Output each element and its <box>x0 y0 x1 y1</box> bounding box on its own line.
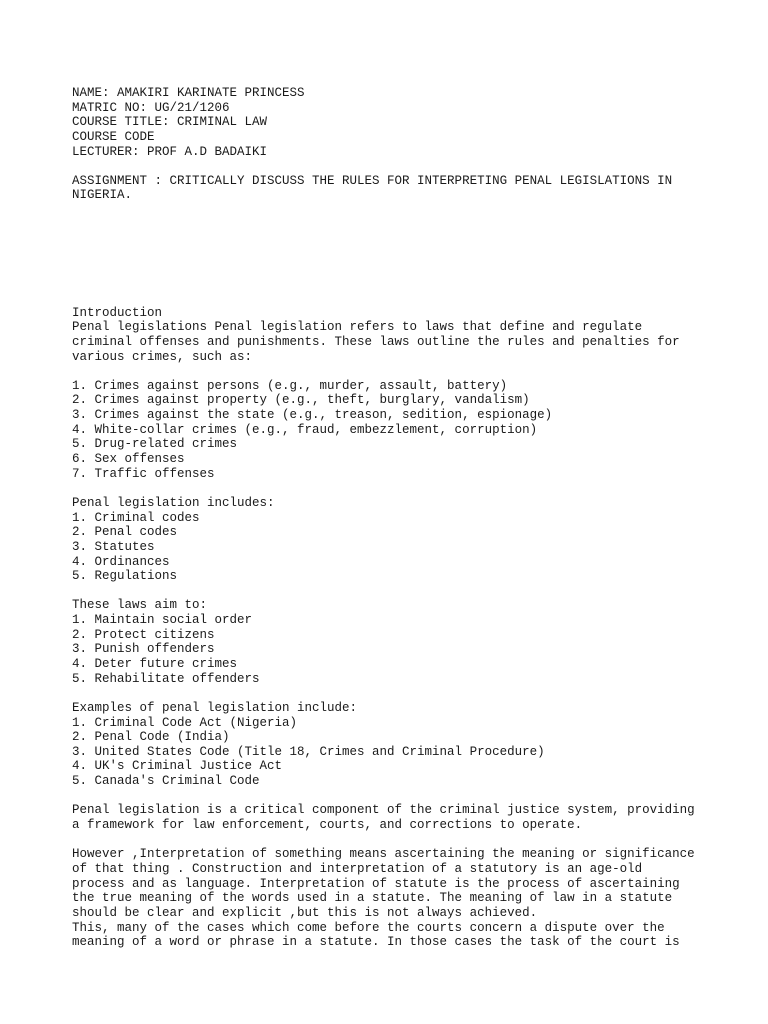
text-line: NIGERIA. <box>72 188 133 203</box>
text-line <box>72 218 712 233</box>
text-line: various crimes, such as: <box>72 349 253 364</box>
text-line: 2. Penal Code (India) <box>72 730 230 745</box>
text-line <box>72 291 712 306</box>
text-line: Penal legislation includes: <box>72 495 275 510</box>
text-line: LECTURER: PROF A.D BADAIKI <box>72 144 268 159</box>
text-line: These laws aim to: <box>72 598 208 613</box>
text-line: Examples of penal legislation include: <box>72 700 358 715</box>
text-line: ASSIGNMENT : CRITICALLY DISCUSS THE RULES FOR INTERPRETING PENAL LEGISLATIONS IN <box>72 173 673 188</box>
text-line: 1. Criminal codes <box>72 510 200 525</box>
text-line: Introduction <box>72 305 163 320</box>
text-line: of that thing . Construction and interpretation of a statutory is an age-old <box>72 861 643 876</box>
text-line <box>72 276 712 291</box>
text-line <box>72 203 712 218</box>
text-line: the true meaning of the words used in a statute. The meaning of law in a statute <box>72 891 673 906</box>
text-line: a framework for law enforcement, courts, and corrections to operate. <box>72 818 583 833</box>
text-line: COURSE TITLE: CRIMINAL LAW <box>72 115 268 130</box>
text-line: 4. Deter future crimes <box>72 656 238 671</box>
text-line: 5. Regulations <box>72 569 178 584</box>
text-line: 2. Penal codes <box>72 525 178 540</box>
text-line: process and as language. Interpretation of statute is the process of ascertaining <box>72 876 680 891</box>
text-line <box>72 262 712 277</box>
text-line <box>72 159 712 174</box>
text-line: 1. Criminal Code Act (Nigeria) <box>72 715 298 730</box>
text-line: meaning of a word or phrase in a statute. In those cases the task of the court is <box>72 935 680 950</box>
text-line: should be clear and explicit ,but this is not always achieved. <box>72 905 538 920</box>
text-line: COURSE CODE <box>72 129 155 144</box>
document-body <box>72 86 712 950</box>
text-line: 3. Punish offenders <box>72 642 215 657</box>
text-line: 2. Crimes against property (e.g., theft, burglary, vandalism) <box>72 393 530 408</box>
text-line <box>72 789 712 804</box>
text-line: 4. White-collar crimes (e.g., fraud, embezzlement, corruption) <box>72 422 538 437</box>
text-line: 3. United States Code (Title 18, Crimes and Criminal Procedure) <box>72 744 545 759</box>
text-line <box>72 247 712 262</box>
text-line <box>72 686 712 701</box>
text-line <box>72 232 712 247</box>
text-line: 4. UK's Criminal Justice Act <box>72 759 283 774</box>
text-line: 3. Crimes against the state (e.g., treason, sedition, espionage) <box>72 408 553 423</box>
text-line: MATRIC NO: UG/21/1206 <box>72 100 230 115</box>
text-line: 6. Sex offenses <box>72 452 185 467</box>
text-line: However ,Interpretation of something means ascertaining the meaning or significance <box>72 847 695 862</box>
text-line: 7. Traffic offenses <box>72 466 215 481</box>
text-line: 4. Ordinances <box>72 554 170 569</box>
text-line <box>72 584 712 599</box>
text-line: 3. Statutes <box>72 539 155 554</box>
text-line: Penal legislation is a critical component of the criminal justice system, providing <box>72 803 695 818</box>
text-line: 5. Rehabilitate offenders <box>72 671 260 686</box>
text-line: This, many of the cases which come before the courts concern a dispute over the <box>72 920 665 935</box>
text-line <box>72 364 712 379</box>
text-line <box>72 833 712 848</box>
text-line: Penal legislations Penal legislation refers to laws that define and regulate <box>72 320 643 335</box>
text-line: 1. Maintain social order <box>72 613 253 628</box>
text-line: 5. Canada's Criminal Code <box>72 774 260 789</box>
text-line: 5. Drug-related crimes <box>72 437 238 452</box>
text-line <box>72 481 712 496</box>
text-line: 2. Protect citizens <box>72 627 215 642</box>
text-line: NAME: AMAKIRI KARINATE PRINCESS <box>72 86 305 100</box>
text-line: 1. Crimes against persons (e.g., murder, assault, battery) <box>72 378 508 393</box>
text-line: criminal offenses and punishments. These laws outline the rules and penalties for <box>72 334 680 349</box>
